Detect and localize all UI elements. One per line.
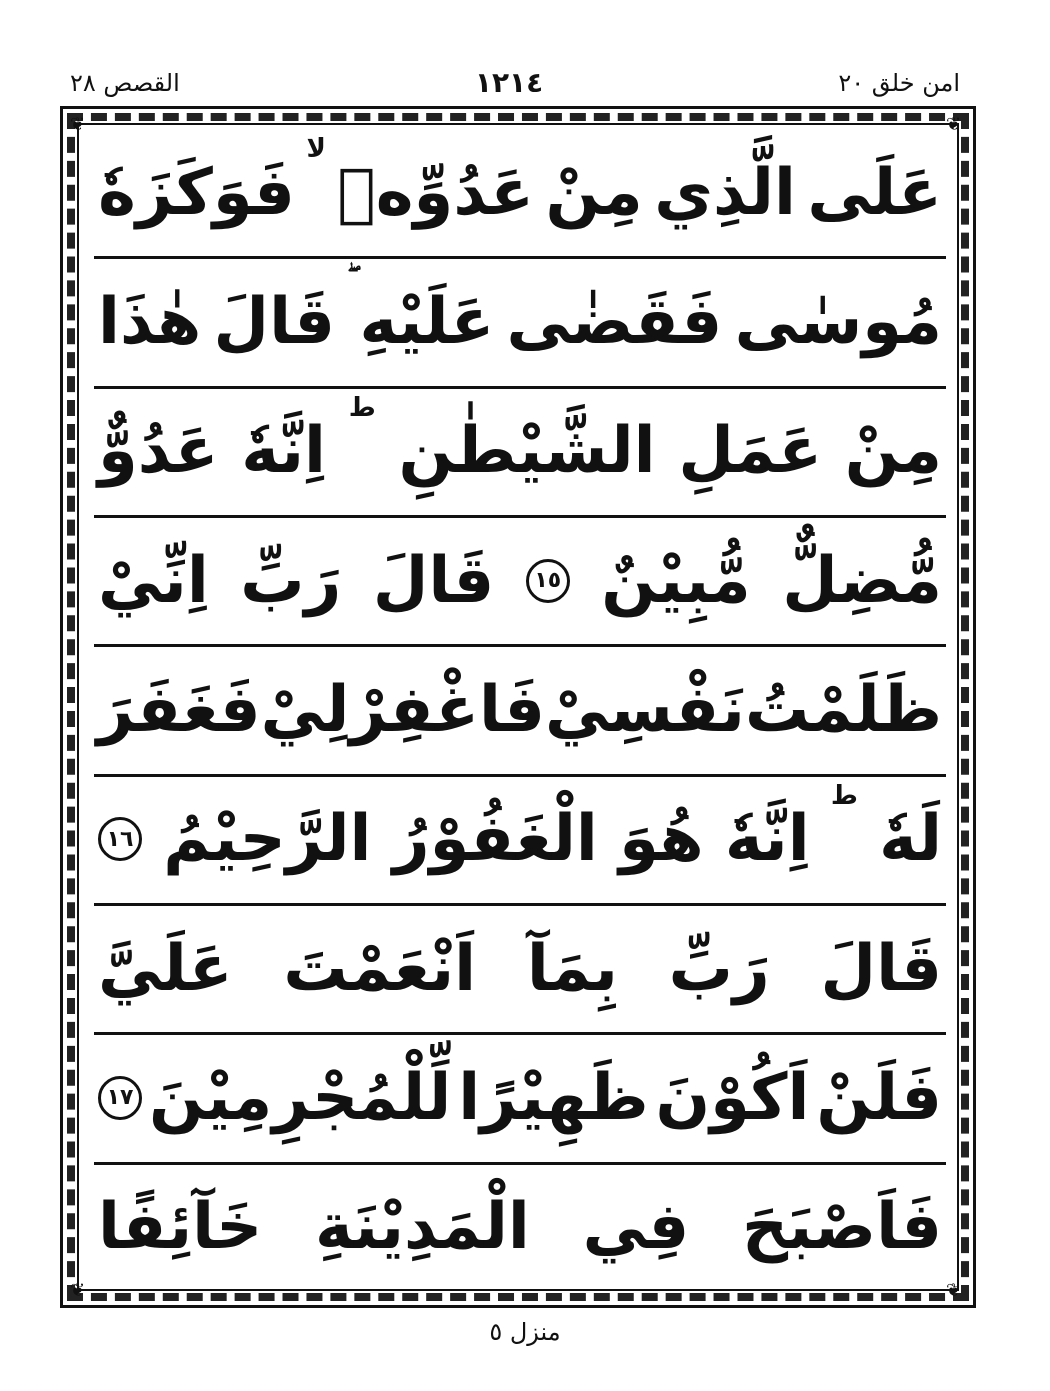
arabic-word: الَّذِي	[654, 155, 796, 230]
arabic-word: رَبِّ	[668, 931, 770, 1006]
manzil-label: منزل ٥	[489, 1318, 561, 1346]
arabic-word: اِنَّهٗ	[241, 414, 326, 489]
text-line	[94, 516, 946, 645]
arabic-word: فَلَنْ	[816, 1060, 942, 1135]
arabic-word: الرَّحِيْمُ	[163, 802, 372, 877]
arabic-word: عَلَيْهِ	[359, 284, 495, 359]
arabic-word: عَلَيَّ	[98, 931, 233, 1006]
arabic-word: عَمَلِ	[678, 414, 823, 489]
text-line	[94, 904, 946, 1033]
arabic-word: اَنْعَمْتَ	[283, 931, 477, 1006]
surah-label: القصص ٢٨	[70, 69, 180, 97]
arabic-word: اِنِّيْ	[98, 543, 209, 618]
arabic-word: لِّلْمُجْرِمِيْنَ	[148, 1060, 452, 1135]
waqf-mark: ط	[348, 392, 376, 423]
text-line	[94, 387, 946, 516]
arabic-word: مِنْ	[545, 155, 643, 230]
arabic-word: فَقَضٰى	[506, 284, 723, 359]
arabic-word: الْغَفُوْرُ	[392, 802, 598, 877]
arabic-word: مُّضِلٌّ	[782, 543, 942, 618]
text-line	[94, 257, 946, 386]
arabic-word: عَلَى	[807, 155, 942, 230]
page-header	[70, 60, 960, 106]
arabic-word: لِيْ	[260, 672, 350, 747]
arabic-word: رَبِّ	[240, 543, 342, 618]
arabic-word: اِنَّهٗ	[724, 802, 810, 877]
arabic-word: عَدُوٌّ	[98, 414, 219, 489]
text-line	[94, 775, 946, 904]
arabic-word: ظَهِيْرًا	[458, 1060, 649, 1135]
arabic-word: لَهٗ	[879, 802, 942, 877]
text-line	[94, 1163, 946, 1292]
arabic-word: هُوَ	[619, 802, 704, 877]
text-line	[94, 128, 946, 257]
arabic-word: قَالَ	[372, 543, 495, 618]
corner-ornament-icon: ❦	[946, 1280, 962, 1301]
arabic-word: عَدُوِّهٖ	[337, 155, 534, 230]
arabic-word: قَالَ	[213, 284, 335, 359]
corner-ornament-icon: ❦	[946, 114, 962, 135]
text-line	[94, 1033, 946, 1162]
ayah-number-marker: ١٧	[98, 1076, 142, 1120]
arabic-word: خَآئِفًا	[98, 1190, 263, 1265]
arabic-word: فَوَكَزَهٗ	[98, 155, 295, 230]
arabic-word: ظَلَمْتُ	[744, 672, 942, 747]
arabic-word: مِنْ	[844, 414, 942, 489]
arabic-word: اَكُوْنَ	[655, 1060, 810, 1135]
arabic-word: بِمَآ	[526, 931, 618, 1006]
juz-label: امن خلق ٢٠	[838, 69, 960, 97]
arabic-word: الْمَدِيْنَةِ	[315, 1190, 530, 1265]
page-number: ١٢١٤	[474, 66, 544, 99]
corner-ornament-icon: ❦	[70, 1280, 86, 1301]
waqf-mark: لا	[306, 134, 326, 164]
corner-ornament-icon: ❦	[70, 114, 86, 135]
arabic-word: قَالَ	[820, 931, 942, 1006]
arabic-word: نَفْسِيْ	[544, 672, 745, 747]
arabic-word: مُوسٰى	[734, 284, 942, 359]
arabic-word: فَاغْفِرْ	[349, 672, 545, 747]
arabic-word: هٰذَا	[98, 284, 202, 359]
arabic-word: فَغَفَرَ	[96, 672, 261, 747]
ayah-number-marker: ١٦	[98, 817, 142, 861]
arabic-word: فِي	[582, 1190, 690, 1265]
text-line	[94, 645, 946, 774]
waqf-mark: ط	[830, 780, 858, 811]
arabic-word: فَاَصْبَحَ	[741, 1190, 942, 1265]
ayah-number-marker: ١٥	[526, 559, 570, 603]
arabic-word: مُّبِيْنٌ	[601, 543, 751, 618]
arabic-word: الشَّيْطٰنِ	[398, 414, 656, 489]
quran-text-area	[94, 128, 946, 1292]
